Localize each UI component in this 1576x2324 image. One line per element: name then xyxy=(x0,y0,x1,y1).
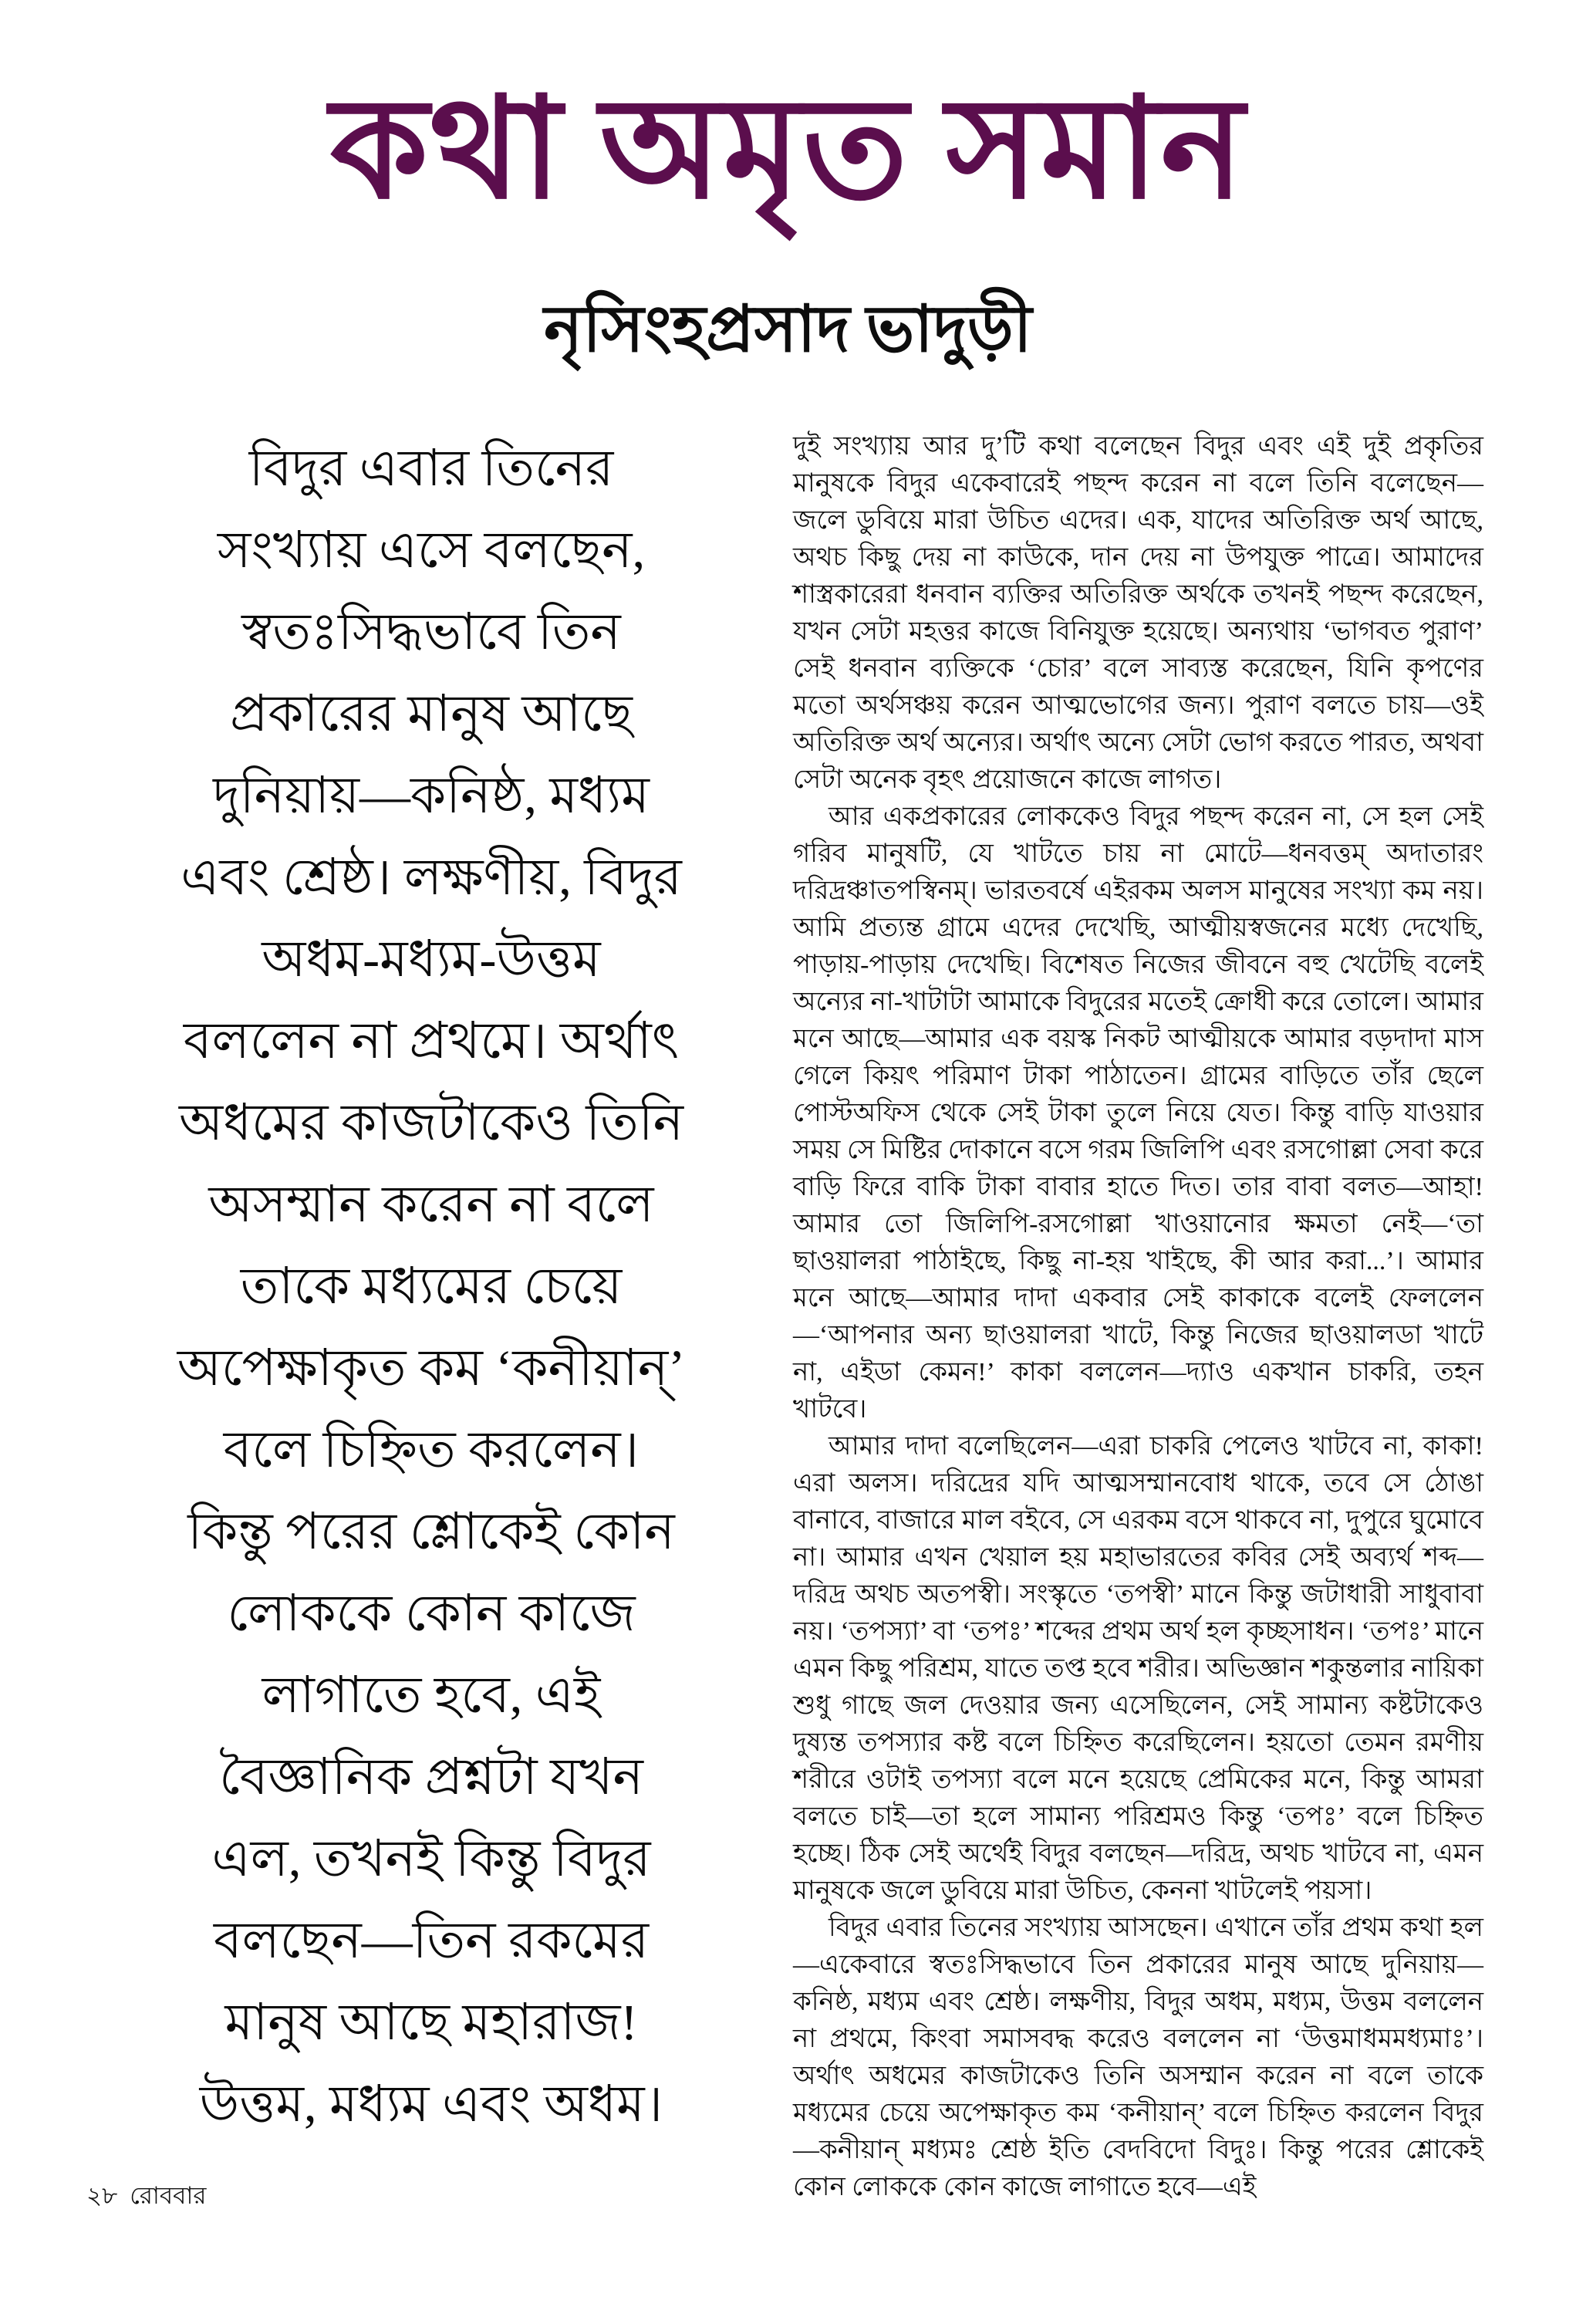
lede-column xyxy=(114,428,748,2206)
lede-line: অধমের কাজটাকেও তিনি xyxy=(178,1095,684,1151)
lede-line: প্রকারের মানুষ আছে xyxy=(230,686,633,742)
lede-line: বলে চিহ্নিত করলেন। xyxy=(223,1422,640,1478)
article-author: নৃসিংহপ্রসাদ ভাদুড়ী xyxy=(544,294,1032,366)
lede-line: বৈজ্ঞানিক প্রশ্নটা যখন xyxy=(219,1749,643,1805)
body-paragraph: বিদুর এবার তিনের সংখ্যায় আসছেন। এখানে তাঁর প্রথম কথা হল—একেবারে স্বতঃসিদ্ধভাবে তিন প্রকারের মানুষ আছে দুনিয়ায়—কনিষ্ঠ, মধ্যম এবং শ্রেষ্ঠ। লক্ষণীয়, বিদুর অধম, মধ্যম, উত্তম বললেন না প্রথমে, কিংবা সমাসবদ্ধ করেও বললেন না ‘উত্তমাধমমধ্যমাঃ’। অর্থাৎ অধমের কাজটাকেও তিনি অসম্মান করেন না বলে তাকে মধ্যমের চেয়ে অপেক্ষাকৃত কম ‘কনীয়ান্’ বলে চিহ্নিত করলেন বিদুর—কনীয়ান্ মধ্যমঃ শ্রেষ্ঠ ইতি বেদবিদো বিদুঃ। কিন্তু পরের শ্লোকেই কোন লোককে কোন কাজে লাগাতে হবে—এই xyxy=(793,1914,1483,2201)
lede-line: সংখ্যায় এসে বলছেন, xyxy=(217,522,646,579)
lede-line: বিদুর এবার তিনের xyxy=(248,441,614,497)
lede-line: কিন্তু পরের শ্লোকেই কোন xyxy=(187,1504,675,1560)
article-title: কথা অমৃত সমান xyxy=(330,73,1246,228)
lede-line: স্বতঃসিদ্ধভাবে তিন xyxy=(241,604,621,660)
page-number: ২৮ xyxy=(86,2182,118,2209)
lede-line: এল, তখনই কিন্তু বিদুর xyxy=(211,1831,651,1887)
body-column xyxy=(793,428,1483,2206)
article-columns xyxy=(114,428,1483,2206)
lede-line: অধম-মধ্যম-উত্তম xyxy=(262,931,601,988)
lede-line: লোককে কোন কাজে xyxy=(227,1586,636,1642)
lede-line: বললেন না প্রথমে। অর্থাৎ xyxy=(183,1013,680,1069)
lede-line: লাগাতে হবে, এই xyxy=(262,1667,601,1724)
lede-line: অপেক্ষাকৃত কম ‘কনীয়ান্’ xyxy=(177,1340,686,1397)
magazine-name: রোববার xyxy=(130,2182,207,2209)
lede-line: তাকে মধ্যমের চেয়ে xyxy=(240,1258,623,1315)
body-paragraph: আমার দাদা বলেছিলেন—এরা চাকরি পেলেও খাটবে না, কাকা! এরা অলস। দরিদ্রের যদি আত্মসম্মানবোধ থাকে, তবে সে ঠোঙা বানাবে, বাজারে মাল বইবে, সে এরকম বসে থাকবে না, দুপুরে ঘুমোবে না। আমার এখন খেয়াল হয় মহাভারতের কবির সেই অব্যর্থ শব্দ—দরিদ্র অথচ অতপস্বী। সংস্কৃতে ‘তপস্বী’ মানে কিন্তু জটাধারী সাধুবাবা নয়। ‘তপস্যা’ বা ‘তপঃ’ শব্দের প্রথম অর্থ হল কৃচ্ছসাধন। ‘তপঃ’ মানে এমন কিছু পরিশ্রম, যাতে তপ্ত হবে শরীর। অভিজ্ঞান শকুন্তলার নায়িকা শুধু গাছে জল দেওয়ার জন্য এসেছিলেন, সেই সামান্য কষ্টটাকেও দুষ্যন্ত তপস্যার কষ্ট বলে চিহ্নিত করেছিলেন। হয়তো তেমন রমণীয় শরীরে ওটাই তপস্যা বলে মনে হয়েছে প্রেমিকের মনে, কিন্তু আমরা বলতে চাই—তা হলে সামান্য পরিশ্রমও কিন্তু ‘তপঃ’ বলে চিহ্নিত হচ্ছে। ঠিক সেই অর্থেই বিদুর বলছেন—দরিদ্র, অথচ খাটবে না, এমন মানুষকে জলে ডুবিয়ে মারা উচিত, কেননা খাটলেই পয়সা। xyxy=(793,1432,1483,1905)
lede-line: এবং শ্রেষ্ঠ। লক্ষণীয়, বিদুর xyxy=(181,850,682,906)
lede-line: মানুষ আছে মহারাজ! xyxy=(224,1995,638,2051)
page-footer xyxy=(86,2177,206,2218)
lede-line: অসম্মান করেন না বলে xyxy=(208,1177,654,1233)
body-paragraph: আর একপ্রকারের লোককেও বিদুর পছন্দ করেন না, সে হল সেই গরিব মানুষটি, যে খাটতে চায় না মোটে—ধনবত্তম্ অদাতারং দরিদ্রঞ্চাতপস্বিনম্। ভারতবর্ষে এইরকম অলস মানুষের সংখ্যা কম নয়। আমি প্রত্যন্ত গ্রামে এদের দেখেছি, আত্মীয়স্বজনের মধ্যে দেখেছি, পাড়ায়-পাড়ায় দেখেছি। বিশেষত নিজের জীবনে বহু খেটেছি বলেই অন্যের না-খাটাটা আমাকে বিদুরের মতেই ক্রোধী করে তোলে। আমার মনে আছে—আমার এক বয়স্ক নিকট আত্মীয়কে আমার বড়দাদা মাস গেলে কিয়ৎ পরিমাণ টাকা পাঠাতেন। গ্রামের বাড়িতে তাঁর ছেলে পোস্টঅফিস থেকে সেই টাকা তুলে নিয়ে যেত। কিন্তু বাড়ি যাওয়ার সময় সে মিষ্টির দোকানে বসে গরম জিলিপি এবং রসগোল্লা সেবা করে বাড়ি ফিরে বাকি টাকা বাবার হাতে দিত। তার বাবা বলত—আহা! আমার তো জিলিপি-রসগোল্লা খাওয়ানোর ক্ষমতা নেই—‘তা ছাওয়ালরা পাঠাইছে, কিছু না-হয় খাইছে, কী আর করা...’। আমার মনে আছে—আমার দাদা একবার সেই কাকাকে বলেই ফেললেন—‘আপনার অন্য ছাওয়ালরা খাটে, কিন্তু নিজের ছাওয়ালডা খাটে না, এইডা কেমন!’ কাকা বললেন—দ্যাও একখান চাকরি, তহন খাটবে। xyxy=(793,802,1483,1424)
lede-line: দুনিয়ায়—কনিষ্ঠ, মধ্যম xyxy=(213,768,650,824)
body-paragraph: দুই সংখ্যায় আর দু’টি কথা বলেছেন বিদুর এবং এই দুই প্রকৃতির মানুষকে বিদুর একেবারেই পছন্দ করেন না বলে তিনি বলেছেন—জলে ডুবিয়ে মারা উচিত এদের। এক, যাদের অতিরিক্ত অর্থ আছে, অথচ কিছু দেয় না কাউকে, দান দেয় না উপযুক্ত পাত্রে। আমাদের শাস্ত্রকারেরা ধনবান ব্যক্তির অতিরিক্ত অর্থকে তখনই পছন্দ করেছেন, যখন সেটা মহত্তর কাজে বিনিযুক্ত হয়েছে। অন্যথায় ‘ভাগবত পুরাণ’ সেই ধনবান ব্যক্তিকে ‘চোর’ বলে সাব্যস্ত করেছেন, যিনি কৃপণের মতো অর্থসঞ্চয় করেন আত্মভোগের জন্য। পুরাণ বলতে চায়—ওই অতিরিক্ত অর্থ অন্যের। অর্থাৎ অন্যে সেটা ভোগ করতে পারত, অথবা সেটা অনেক বৃহৎ প্রয়োজনে কাজে লাগত। xyxy=(793,432,1483,794)
lede-line: উত্তম, মধ্যম এবং অধম। xyxy=(199,2076,663,2133)
lede-line: বলছেন—তিন রকমের xyxy=(213,1913,650,1969)
